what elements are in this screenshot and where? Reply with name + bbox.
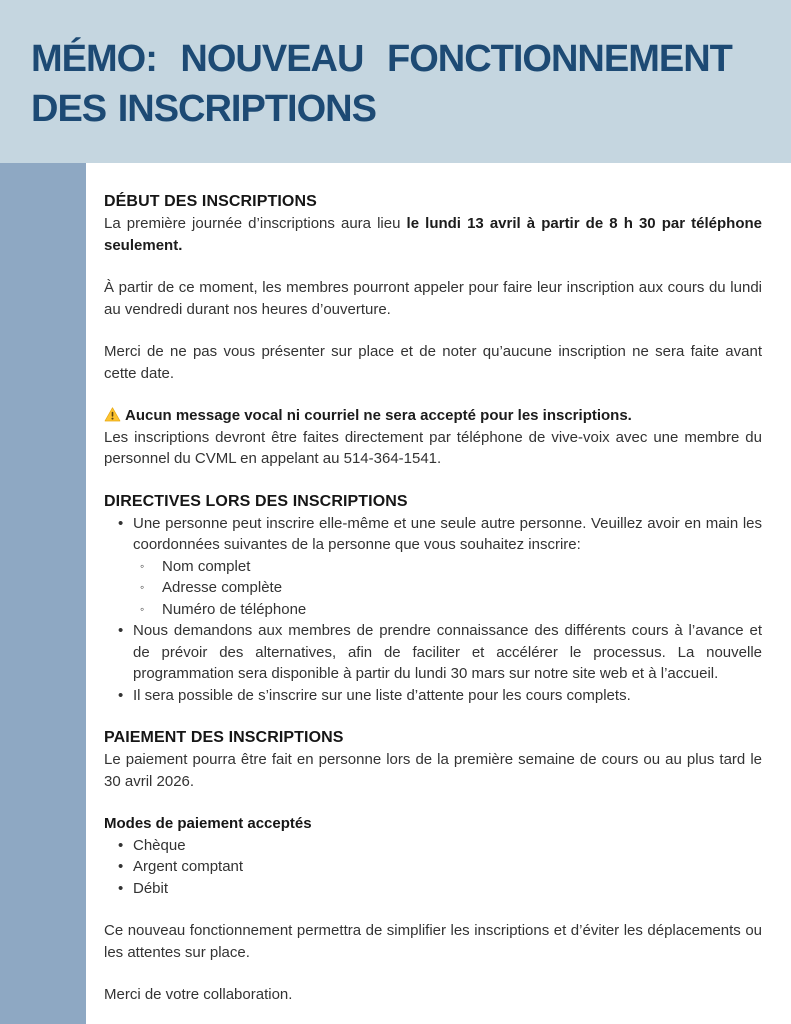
list-item [104,685,762,707]
warning-text: Aucun message vocal ni courriel ne sera accepté pour les inscriptions. [125,407,632,424]
paragraph-first-day [104,213,762,256]
memo-content [104,163,762,1024]
paragraph-phone-only: Les inscriptions devront être faites directement par téléphone de vive-voix avec une membre du personnel du CVML en appelant au 514-364-1541. [104,428,762,467]
list-subitem [104,577,762,599]
paragraph-payment-deadline: Le paiement pourra être fait en personne lors de la première semaine de cours ou au plus tard le 30 avril 2026. [104,751,762,790]
paragraph-first-day-bold: le lundi 13 avril à partir de 8 h 30 par téléphone seulement. [104,215,762,254]
paragraph-benefits: Ce nouveau fonctionnement permettra de simplifier les inscriptions et d’éviter les déplacements ou les attentes sur place. [104,922,762,961]
spacer [104,706,762,727]
list-item [104,620,762,685]
list-item-text: Il sera possible de s’inscrire sur une liste d’attente pour les cours complets. [133,686,631,704]
circle-bullet-icon: ◦ [140,580,145,594]
paragraph-thanks: Merci de votre collaboration. [104,986,293,1003]
list-subitem-text: Nom complet [162,557,251,575]
section-heading-paiement: PAIEMENT DES INSCRIPTIONS [104,729,344,746]
section-paiement [104,727,762,920]
bullet-icon: • [118,622,124,639]
paragraph-warning [104,405,762,427]
paragraph-first-day-normal: La première journée d’inscriptions aura lieu [104,215,407,232]
list-subitem-text: Numéro de téléphone [162,600,307,618]
list-subitem [104,599,762,621]
bullet-icon: • [118,514,124,532]
list-subitem [104,556,762,578]
page-title-line1: MÉMO: NOUVEAU FONCTIONNEMENT [31,38,732,80]
directives-list [104,513,762,707]
list-item [104,513,762,556]
list-item-text: Chèque [133,836,186,854]
section-heading-directives: DIRECTIVES LORS DES INSCRIPTIONS [104,492,408,510]
payment-modes-subheading: Modes de paiement acceptés [104,815,312,832]
page-title-line2: DES INSCRIPTIONS [31,88,376,130]
list-item-text: Nous demandons aux membres de prendre connaissance des différents cours à l’avance et de prévoir des alternatives, afin de faciliter et accélérer le processus. La nouvelle programmation sera disponible à partir du lundi 30 mars sur notre site web et à l’accueil. [133,622,762,682]
spacer [104,899,762,920]
list-item-text: Une personne peut inscrire elle-même et une seule autre personne. Veuillez avoir en main les coordonnées suivantes de la personne que vous souhaitez inscrire: [133,514,762,553]
left-accent-bar [0,163,86,1024]
circle-bullet-icon: ◦ [140,601,145,616]
list-item-text: Argent comptant [133,858,244,875]
bullet-icon: • [118,858,124,875]
list-subitem-text: Adresse complète [162,579,283,596]
list-item [104,835,762,857]
circle-bullet-icon: ◦ [140,558,145,573]
bullet-icon: • [118,879,124,897]
bullet-icon: • [118,836,124,854]
section-heading-debut: DÉBUT DES INSCRIPTIONS [104,193,317,210]
memo-header [0,0,791,163]
section-debut-des-inscriptions [104,191,762,470]
list-item-text: Débit [133,879,169,897]
payment-modes-list [104,835,762,900]
section-directives [104,491,762,728]
paragraph-no-onsite: Merci de ne pas vous présenter sur place et de noter qu’aucune inscription ne sera faite avant cette date. [104,343,762,382]
page-title [31,34,761,134]
list-item [104,878,762,900]
section-closing [104,920,762,1006]
list-item [104,856,762,878]
paragraph-call-hours: À partir de ce moment, les membres pourront appeler pour faire leur inscription aux cours du lundi au vendredi durant nos heures d’ouverture. [104,279,762,318]
bullet-icon: • [118,686,124,704]
warning-icon [104,407,121,422]
